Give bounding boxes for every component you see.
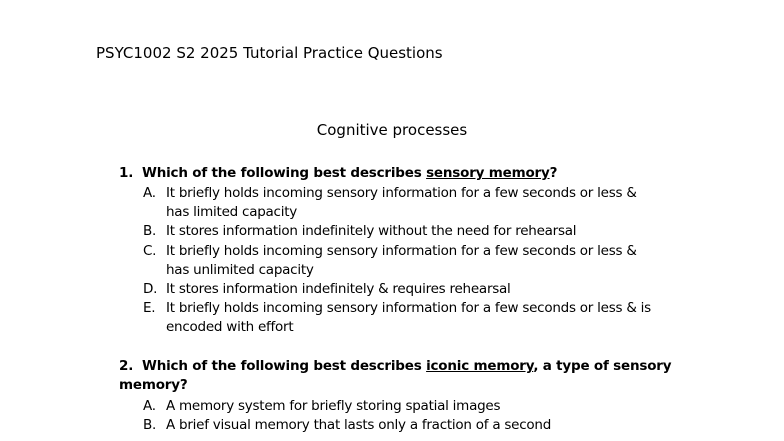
question-1 <box>119 164 719 183</box>
section-title: Cognitive processes <box>316 121 468 139</box>
option-2b <box>143 416 663 435</box>
question-number: 2. <box>119 358 134 374</box>
option-text: It stores information indefinitely & requires rehearsal <box>166 281 511 298</box>
question-text-prefix: Which of the following best describes <box>142 358 427 374</box>
option-text: It stores information indefinitely without the need for rehearsal <box>166 223 577 240</box>
option-letter: D. <box>143 281 158 298</box>
option-1c <box>143 242 663 280</box>
question-text-prefix: Which of the following best describes <box>142 165 427 181</box>
option-text: A memory system for briefly storing spatial images <box>166 398 501 414</box>
option-1d <box>143 280 663 299</box>
option-letter: C. <box>143 242 157 259</box>
question-2-options <box>143 397 663 435</box>
option-letter: A. <box>143 398 156 414</box>
option-1e <box>143 299 663 337</box>
question-key-term: iconic memory <box>426 358 534 374</box>
option-letter: E. <box>143 300 156 317</box>
question-text-suffix: ? <box>549 165 558 181</box>
option-1b <box>143 222 663 241</box>
question-2 <box>119 357 719 395</box>
question-1-options <box>143 184 663 338</box>
option-text: It briefly holds incoming sensory information for a few seconds or less & has limited capacity <box>166 185 637 221</box>
question-key-term: sensory memory <box>426 165 550 181</box>
option-1a <box>143 184 663 222</box>
option-text: It briefly holds incoming sensory information for a few seconds or less & has unlimited capacity <box>166 242 637 278</box>
question-text-suffix: , a type of sensory memory? <box>119 358 672 393</box>
option-2a <box>143 397 663 416</box>
option-text: It briefly holds incoming sensory information for a few seconds or less & is encoded with effort <box>166 300 651 336</box>
option-letter: B. <box>143 417 157 434</box>
question-number: 1. <box>119 165 134 181</box>
option-letter: A. <box>143 185 156 201</box>
document-header-title: PSYC1002 S2 2025 Tutorial Practice Questions <box>96 44 443 62</box>
option-letter: B. <box>143 223 157 240</box>
option-text: A brief visual memory that lasts only a fraction of a second <box>166 417 552 434</box>
